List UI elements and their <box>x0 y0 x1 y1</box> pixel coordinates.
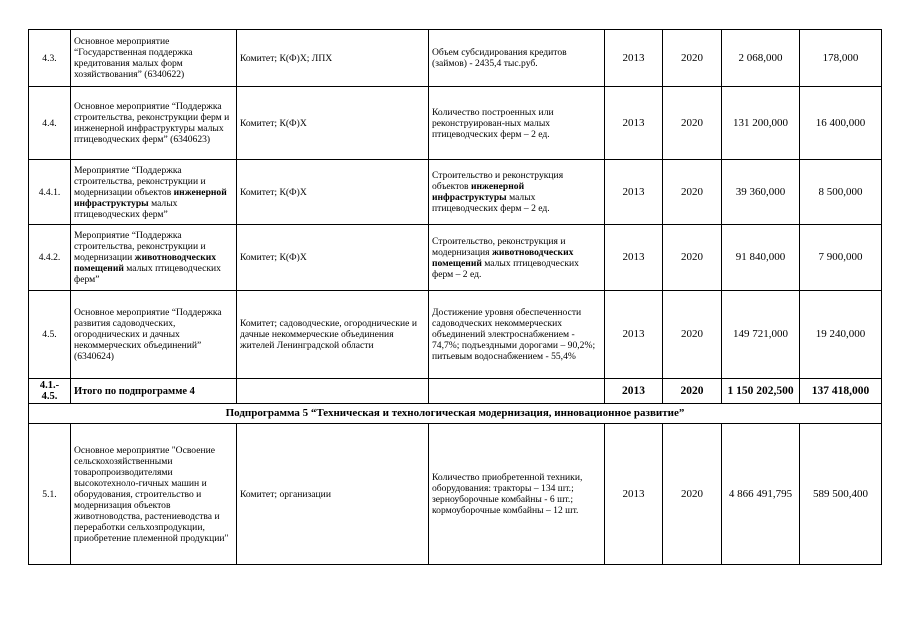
row-number: 4.4.1. <box>29 160 71 225</box>
row-number: 4.4.2. <box>29 225 71 291</box>
year-amount: 8 500,000 <box>800 160 882 225</box>
end-year: 2020 <box>663 87 722 160</box>
indicator: Объем субсидирования кредитов (займов) - 2435,4 тыс.руб. <box>429 30 605 87</box>
activity-name: Основное мероприятие “Поддержка строительства, реконструкции ферм и инженерной инфраструктуры малых птицеводческих ферм” (6340623) <box>71 87 237 160</box>
table-row <box>29 160 882 225</box>
activity-name-emphasis: животноводческих помещений <box>74 252 217 274</box>
year-amount: 7 900,000 <box>800 225 882 291</box>
indicator: Количество построенных или реконструирован-ных малых птицеводческих ферм – 2 ед. <box>429 87 605 160</box>
total-amount: 149 721,000 <box>722 291 800 379</box>
subtotal-row <box>29 379 882 404</box>
end-year: 2020 <box>663 225 722 291</box>
indicator-emphasis: животноводческих помещений <box>432 246 574 269</box>
indicator-emphasis: инженерной инфраструктуры <box>432 181 525 203</box>
responsible-party <box>237 379 429 404</box>
end-year: 2020 <box>663 160 722 225</box>
total-amount: 2 068,000 <box>722 30 800 87</box>
activity-name: Основное мероприятие “Государственная поддержка кредитования малых форм хозяйствования” (6340622) <box>71 30 237 87</box>
responsible-party: Комитет; К(Ф)Х <box>237 87 429 160</box>
responsible-party: Комитет; организации <box>237 424 429 565</box>
start-year: 2013 <box>605 424 663 565</box>
indicator-text: малых птицеводческих ферм – 2 ед. <box>432 192 550 214</box>
table-row <box>29 424 882 565</box>
activity-name-text: Мероприятие “Поддержка строительства, реконструкции и модернизации <box>74 230 206 263</box>
indicator: Количество приобретенной техники, оборудования: тракторы – 134 шт.; зерноуборочные комбайны - 6 шт.; кормоуборочные комбайны – 12 шт. <box>429 424 605 565</box>
year-amount: 589 500,400 <box>800 424 882 565</box>
indicator <box>429 225 605 291</box>
activity-name: Основное мероприятие “Поддержка развития садоводческих, огороднических и дачных некоммерческих объединений” (6340624) <box>71 291 237 379</box>
start-year: 2013 <box>605 30 663 87</box>
row-number: 5.1. <box>29 424 71 565</box>
start-year: 2013 <box>605 379 663 404</box>
end-year: 2020 <box>663 379 722 404</box>
activity-name <box>71 225 237 291</box>
year-amount: 178,000 <box>800 30 882 87</box>
row-number: 4.5. <box>29 291 71 379</box>
activity-name-text: малых птицеводческих ферм” <box>74 263 221 285</box>
row-number: 4.4. <box>29 87 71 160</box>
responsible-party: Комитет; К(Ф)Х; ЛПХ <box>237 30 429 87</box>
start-year: 2013 <box>605 225 663 291</box>
year-amount: 16 400,000 <box>800 87 882 160</box>
indicator <box>429 160 605 225</box>
total-amount: 4 866 491,795 <box>722 424 800 565</box>
responsible-party: Комитет; К(Ф)Х <box>237 225 429 291</box>
end-year: 2020 <box>663 30 722 87</box>
section-title: Подпрограмма 5 “Техническая и технологическая модернизация, инновационное развитие” <box>29 404 882 424</box>
total-amount: 131 200,000 <box>722 87 800 160</box>
activity-name-text: малых птицеводческих ферм” <box>74 197 178 220</box>
start-year: 2013 <box>605 87 663 160</box>
start-year: 2013 <box>605 160 663 225</box>
table-row <box>29 30 882 87</box>
total-amount: 39 360,000 <box>722 160 800 225</box>
total-amount: 91 840,000 <box>722 225 800 291</box>
indicator: Достижение уровня обеспеченности садоводческих некоммерческих объединений электроснабжением - 74,7%; подъездными дорогами – 90,2%; питьевым водоснабжением - 55,4% <box>429 291 605 379</box>
indicator <box>429 379 605 404</box>
table-row <box>29 291 882 379</box>
table-row <box>29 225 882 291</box>
row-number: 4.1.- 4.5. <box>29 379 71 404</box>
total-amount: 1 150 202,500 <box>722 379 800 404</box>
activity-name-text: Мероприятие “Поддержка строительства, реконструкции и модернизации объектов <box>74 164 206 198</box>
subtotal-label: Итого по подпрограмме 4 <box>71 379 237 404</box>
activity-name-emphasis: инженерной инфраструктуры <box>74 186 227 209</box>
program-table <box>28 29 882 565</box>
start-year: 2013 <box>605 291 663 379</box>
activity-name <box>71 160 237 225</box>
table-row <box>29 87 882 160</box>
responsible-party: Комитет; К(Ф)Х <box>237 160 429 225</box>
year-amount: 137 418,000 <box>800 379 882 404</box>
end-year: 2020 <box>663 424 722 565</box>
row-number: 4.3. <box>29 30 71 87</box>
activity-name: Основное мероприятие "Освоение сельскохозяйственными товаропроизводителями высокотехноло-гичных машин и оборудования, строительство и модернизация объектов животноводства, растениеводства и переработки сельхозпродукции, приобретение племенной продукции" <box>71 424 237 565</box>
end-year: 2020 <box>663 291 722 379</box>
indicator-text: Строительство, реконструкция и модернизация <box>432 235 566 258</box>
responsible-party: Комитет; садоводческие, огороднические и дачные некоммерческие объединения жителей Ленинградской области <box>237 291 429 379</box>
section-header-row <box>29 404 882 424</box>
indicator-text: Строительство и реконструкция объектов <box>432 170 564 192</box>
year-amount: 19 240,000 <box>800 291 882 379</box>
indicator-text: малых птицеводческих ферм – 2 ед. <box>432 257 579 280</box>
